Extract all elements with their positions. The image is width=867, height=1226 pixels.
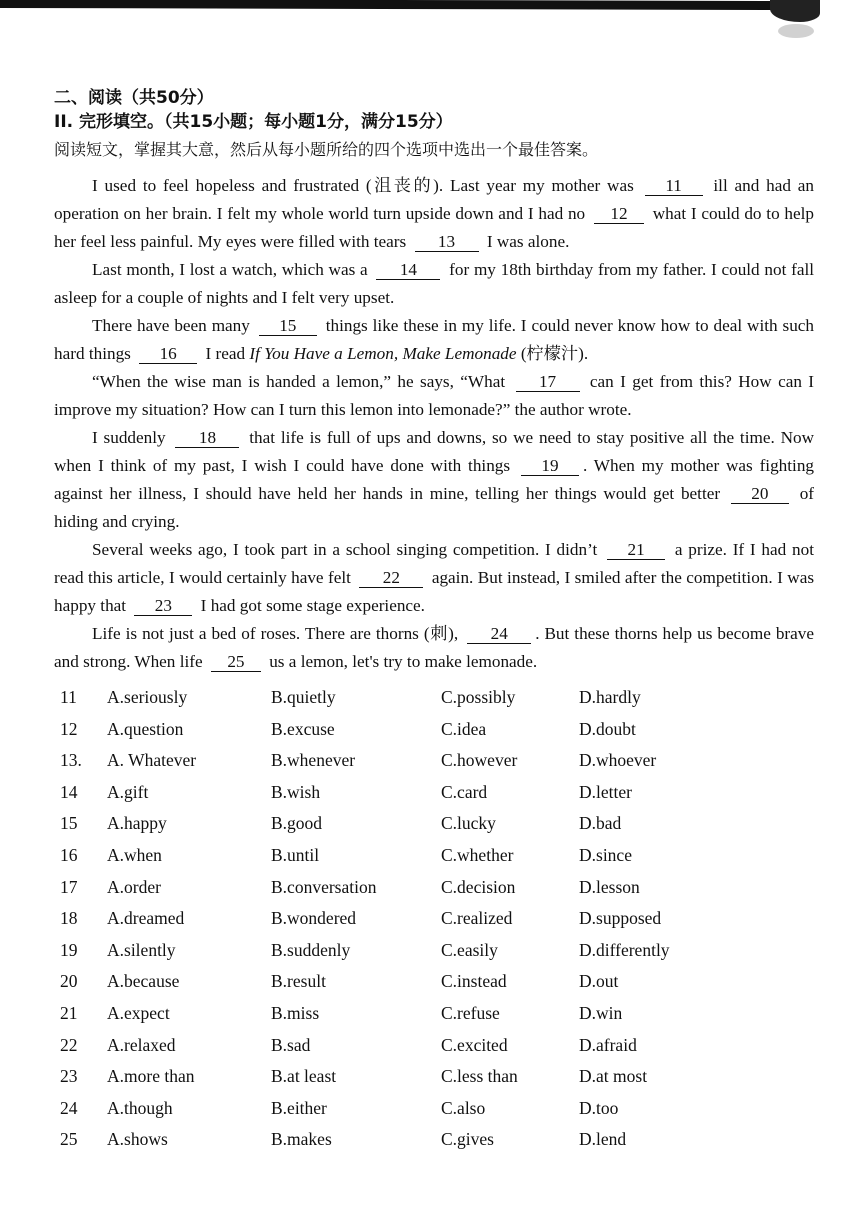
- option-d[interactable]: D.hardly: [579, 687, 641, 707]
- paragraph-7: [54, 620, 814, 676]
- question-number: 12: [60, 718, 78, 739]
- question-number: 16: [60, 844, 78, 865]
- text: I used to feel hopeless and frustrated (沮丧的). Last year my mother was: [92, 176, 634, 195]
- scan-smudge: [778, 24, 814, 38]
- section-title: 二、阅读（共50分）: [54, 88, 214, 108]
- option-d[interactable]: D.at most: [579, 1066, 648, 1087]
- cloze-passage: [54, 172, 814, 676]
- option-row: [54, 1061, 814, 1093]
- option-d[interactable]: D.lesson: [579, 876, 640, 897]
- text: that life is full of ups and downs, so we need to stay positive all the time. Now when I think of my past, I wish I could have done with things: [54, 428, 815, 475]
- blank-20: 20: [731, 485, 789, 504]
- option-c[interactable]: C.gives: [441, 1129, 494, 1150]
- text: a prize. If I had not read this article, I would certainly have felt: [54, 540, 814, 587]
- option-c[interactable]: C.idea: [441, 718, 487, 739]
- question-number: 13.: [60, 750, 82, 771]
- option-a[interactable]: A.seriously: [107, 687, 188, 707]
- option-c[interactable]: C.easily: [441, 939, 498, 960]
- text: I was alone.: [486, 232, 570, 251]
- paragraph-2: [54, 256, 814, 312]
- option-c[interactable]: C.whether: [441, 844, 514, 865]
- question-number: 17: [60, 876, 78, 897]
- option-a[interactable]: A.relaxed: [107, 1034, 176, 1055]
- paragraph-3: [54, 312, 814, 368]
- option-a[interactable]: A.silently: [107, 939, 176, 960]
- question-number: 24: [60, 1097, 78, 1118]
- option-b[interactable]: B.sad: [271, 1034, 311, 1055]
- option-d[interactable]: D.bad: [579, 813, 622, 834]
- part-title: II. 完形填空。（共15小题；每小题1分，满分15分）: [54, 112, 453, 132]
- scan-corner-shadow: [770, 0, 820, 22]
- option-row: [54, 714, 814, 746]
- option-a[interactable]: A.shows: [107, 1129, 168, 1150]
- option-a[interactable]: A.dreamed: [107, 908, 185, 929]
- paragraph-6: [54, 536, 814, 620]
- option-a[interactable]: A.more than: [107, 1066, 195, 1087]
- option-d[interactable]: D.letter: [579, 781, 632, 802]
- exam-page: [54, 86, 814, 1156]
- text: . When my mother was fighting against her illness, I should have held her hands in mine, telling her things would get better: [54, 456, 815, 503]
- option-d[interactable]: D.differently: [579, 939, 670, 960]
- question-number: 25: [60, 1129, 78, 1150]
- question-number: 15: [60, 813, 78, 834]
- option-c[interactable]: C.excited: [441, 1034, 508, 1055]
- option-c[interactable]: C.realized: [441, 908, 513, 929]
- paragraph-1: [54, 172, 814, 256]
- option-a[interactable]: A.question: [107, 718, 184, 739]
- option-a[interactable]: A.order: [107, 876, 161, 897]
- text: of hiding and crying.: [54, 484, 815, 531]
- option-row: [54, 1093, 814, 1125]
- option-b[interactable]: B.good: [271, 813, 323, 834]
- option-b[interactable]: B.wondered: [271, 908, 357, 929]
- paragraph-5: [54, 424, 814, 536]
- option-b[interactable]: B.miss: [271, 1002, 320, 1023]
- option-row: [54, 998, 814, 1030]
- text: again. But instead, I smiled after the competition. I was happy that: [54, 568, 815, 615]
- option-d[interactable]: D.win: [579, 1002, 623, 1023]
- option-d[interactable]: D.supposed: [579, 908, 662, 929]
- option-b[interactable]: B.wish: [271, 781, 321, 802]
- option-d[interactable]: D.too: [579, 1097, 619, 1118]
- blank-17: 17: [516, 373, 580, 392]
- text: I suddenly: [92, 428, 166, 447]
- option-row: [54, 1124, 814, 1156]
- blank-15: 15: [259, 317, 317, 336]
- text: I had got some stage experience.: [200, 596, 425, 615]
- option-c[interactable]: C.refuse: [441, 1002, 500, 1023]
- option-b[interactable]: B.until: [271, 844, 320, 865]
- blank-22: 22: [359, 569, 423, 588]
- text: Life is not just a bed of roses. There are thorns (刺),: [92, 624, 459, 643]
- scan-top-edge: [0, 0, 800, 10]
- option-row: [54, 966, 814, 998]
- option-b[interactable]: B.result: [271, 971, 326, 992]
- option-a[interactable]: A.gift: [107, 781, 149, 802]
- book-title: If You Have a Lemon, Make Lemonade: [249, 344, 517, 363]
- blank-16: 16: [139, 345, 197, 364]
- option-d[interactable]: D.lend: [579, 1129, 627, 1150]
- option-a[interactable]: A. Whatever: [107, 750, 197, 771]
- text: (柠檬汁).: [520, 344, 589, 363]
- blank-19: 19: [521, 457, 579, 476]
- text: ill and had an operation on her brain. I felt my whole world turn upside down and I had no: [54, 176, 815, 223]
- option-b[interactable]: B.at least: [271, 1066, 337, 1087]
- instructions: 阅读短文，掌握其大意，然后从每小题所给的四个选项中选出一个最佳答案。: [54, 140, 599, 159]
- question-number: 22: [60, 1034, 78, 1055]
- option-b[interactable]: B.makes: [271, 1129, 332, 1150]
- option-c[interactable]: C.however: [441, 750, 518, 771]
- text: I read: [205, 344, 246, 363]
- option-c[interactable]: C.possibly: [441, 687, 516, 707]
- option-c[interactable]: C.also: [441, 1097, 486, 1118]
- option-c[interactable]: C.lucky: [441, 813, 496, 834]
- option-a[interactable]: A.when: [107, 844, 162, 865]
- option-d[interactable]: D.doubt: [579, 718, 636, 739]
- text: things like these in my life. I could never know how to deal with such hard things: [54, 316, 815, 363]
- option-row: [54, 682, 814, 714]
- question-number: 21: [60, 1002, 78, 1023]
- question-number: 18: [60, 908, 78, 929]
- question-number: 20: [60, 971, 78, 992]
- text: for my 18th birthday from my father. I could not fall asleep for a couple of nights and I felt very upset.: [54, 260, 815, 307]
- text: . But these thorns help us become brave and strong. When life: [54, 624, 815, 671]
- option-c[interactable]: C.less than: [441, 1066, 518, 1087]
- option-row: [54, 872, 814, 904]
- option-b[interactable]: B.either: [271, 1097, 327, 1118]
- option-row: [54, 777, 814, 809]
- blank-12: 12: [594, 205, 644, 224]
- blank-11: 11: [645, 177, 703, 196]
- option-b[interactable]: B.quietly: [271, 687, 336, 707]
- text: “When the wise man is handed a lemon,” he says, “What: [92, 372, 506, 391]
- option-c[interactable]: C.card: [441, 781, 488, 802]
- blank-24: 24: [467, 625, 531, 644]
- option-row: [54, 935, 814, 967]
- option-a[interactable]: A.because: [107, 971, 180, 992]
- blank-21: 21: [607, 541, 665, 560]
- blank-13: 13: [415, 233, 479, 252]
- option-b[interactable]: B.conversation: [271, 876, 377, 897]
- option-c[interactable]: C.decision: [441, 876, 516, 897]
- option-d[interactable]: D.afraid: [579, 1034, 637, 1055]
- option-d[interactable]: D.out: [579, 971, 619, 992]
- question-number: 23: [60, 1066, 78, 1087]
- option-d[interactable]: D.whoever: [579, 750, 657, 771]
- option-row: [54, 840, 814, 872]
- option-c[interactable]: C.instead: [441, 971, 507, 992]
- text: can I get from this? How can I improve my situation? How can I turn this lemon into lemonade?” the author wrote.: [54, 372, 815, 419]
- paragraph-4: [54, 368, 814, 424]
- question-number: 19: [60, 939, 78, 960]
- answer-options: [54, 682, 814, 1156]
- option-b[interactable]: B.whenever: [271, 750, 356, 771]
- option-row: [54, 1030, 814, 1062]
- text: Last month, I lost a watch, which was a: [92, 260, 368, 279]
- option-row: [54, 808, 814, 840]
- blank-23: 23: [134, 597, 192, 616]
- option-a[interactable]: A.expect: [107, 1002, 170, 1023]
- option-a[interactable]: A.happy: [107, 813, 167, 834]
- text: us a lemon, let's try to make lemonade.: [269, 652, 538, 671]
- text: There have been many: [92, 316, 250, 335]
- blank-25: 25: [211, 653, 261, 672]
- blank-14: 14: [376, 261, 440, 280]
- option-b[interactable]: B.excuse: [271, 718, 335, 739]
- text: what I could do to help her feel less painful. My eyes were filled with tears: [54, 204, 815, 251]
- blank-18: 18: [175, 429, 239, 448]
- text: Several weeks ago, I took part in a school singing competition. I didn’t: [92, 540, 598, 559]
- question-number: 11: [60, 687, 77, 707]
- option-row: [54, 903, 814, 935]
- option-a[interactable]: A.though: [107, 1097, 173, 1118]
- option-row: [54, 745, 814, 777]
- option-d[interactable]: D.since: [579, 844, 632, 865]
- option-b[interactable]: B.suddenly: [271, 939, 351, 960]
- question-number: 14: [60, 781, 78, 802]
